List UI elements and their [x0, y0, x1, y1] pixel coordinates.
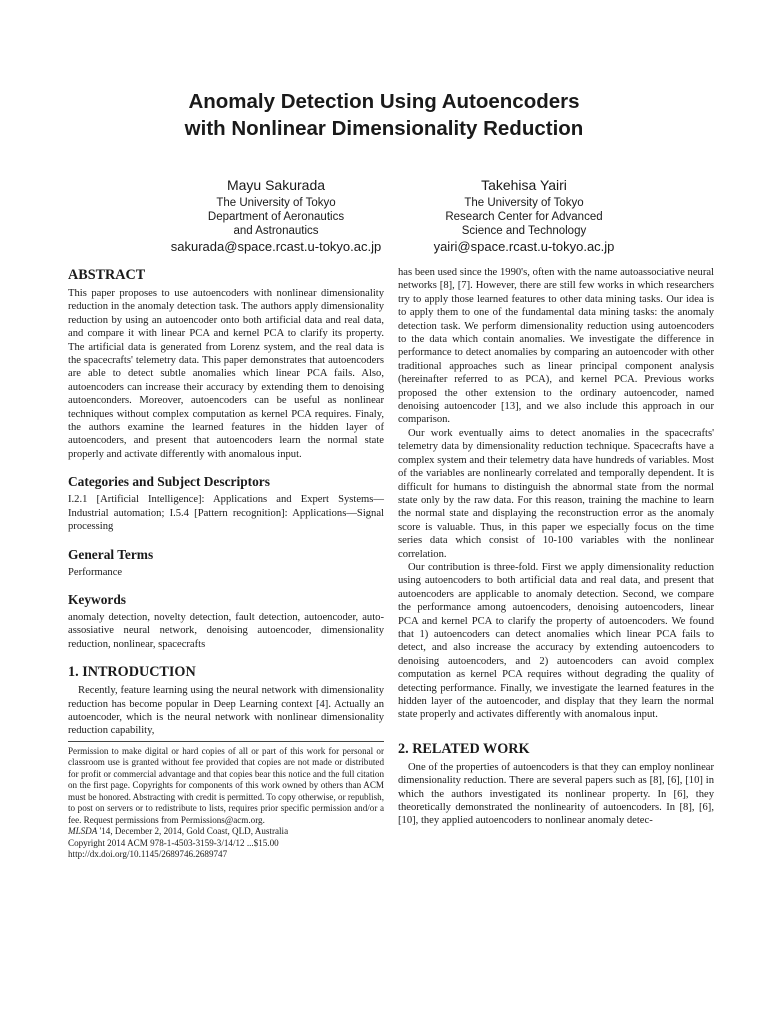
- categories-text: I.2.1 [Artificial Intelligence]: Applications and Expert Systems—Industrial automation; I.5.4 [Pattern recognition]: Applications—Signal processing: [68, 494, 384, 533]
- author-email: sakurada@space.rcast.u-tokyo.ac.jp: [170, 238, 382, 254]
- venue-details: '14, December 2, 2014, Gold Coast, QLD, Australia: [97, 826, 289, 837]
- permission-text: Permission to make digital or hard copies of all or part of this work for personal or classroom use is granted without fee provided that copies are not made or distributed for profit or commercial advantage and that copies bear this notice and the full citation on the first page. Copyrights for components of this work owned by others than ACM must be honored. Abstracting with credit is permitted. To copy otherwise, or republish, to post on servers or to redistribute to lists, requires prior specific permission and/or a fee. Request permissions from Permissions@acm.org.: [68, 745, 384, 825]
- author-block-2: [374, 176, 674, 255]
- introduction-paragraph: Recently, feature learning using the neural network with dimensionality reduction has become popular in Deep Learning context [4]. Actually an autoencoder, which is the neural network with nonlinear dimensionality reduction capability,: [68, 685, 384, 737]
- abstract-heading: ABSTRACT: [68, 267, 146, 283]
- introduction-paragraph: Our contribution is three-fold. First we apply dimensionality reduction using autoencoders to both artificial data and real data, and present that autoencoders are applicable to anomaly detection. Second, we compare the performance among autoencoders, denoising autoencoders, linear PCA and kernel PCA to clarify the property of autoencoders. We found that 1) autoencoders can detect anomalies which linear PCA fails to detect, and also increase the accuracy by extending autoencoders to denoising autoencoders, and 2) autoencoders can avoid complex computation as kernel PCA requires without degrading the quality of detecting performance. Finally, we investigate the learned features in the hidden layer of the autoencoder, and display that they learn the normal state properly and activates differently with anomalous input.: [398, 561, 714, 721]
- author-affiliation-line: Science and Technology: [461, 225, 587, 238]
- venue-line: [68, 826, 384, 838]
- introduction-paragraph-continued: has been used since the 1990's, often with the name autoassociative neural networks [8], [7]. However, there are still few works in which researchers try to apply those learned features to other data mining tasks. Our idea is to apply them to one of the fundamental data mining tasks: the anomaly detection task. We perform dimensionality reduction using autoencoders to the data which contain anomalies. We investigate the difference in performance to detect anomalies by comparing an autoencoder with other traditional approaches such as linear principal component analysis (hereinafter referred to as PCA), and kernel PCA. Previous works proposed the other extension to the ordinary autoencoder, named denoising autoencoder [13], and we also include this approach in our comparison.: [398, 267, 714, 426]
- introduction-heading: 1. INTRODUCTION: [68, 664, 196, 681]
- paper-title: [0, 88, 768, 142]
- abstract-text: This paper proposes to use autoencoders with nonlinear dimensionality reduction in the anomaly detection task. The authors apply dimensionality reduction by using an autoencoder onto both artificial data and real data, and compare it with linear PCA and kernel PCA to clarify its property. The artificial data is generated from Lorenz system, and the real data is the spacecrafts' telemetry data. This paper demonstrates that autoencoders are able to detect subtle anomalies which linear PCA fails. Also, autoencoders can increase their accuracy by extending them to denoising autoenconders. Moreover, autoencoders can be useful as nonlinear techniques without complex computation as kernel PCA requires. Finaly, the authors examine the learned features in the hidden layer of autoencoders, and present that autoencoders learn the normal state properly and activate differently with anomalous input.: [68, 288, 384, 460]
- general-terms-text: Performance: [68, 566, 123, 578]
- author-affiliation-line: and Astronautics: [233, 225, 319, 238]
- keywords-text: anomaly detection, novelty detection, fault detection, autoencoder, auto-assosiative neural network, denoising autoencoder, dimensionality reduction, nonlinear, spacecrafts: [68, 611, 384, 650]
- categories-heading: Categories and Subject Descriptors: [68, 474, 270, 490]
- footnote-divider: [68, 741, 384, 742]
- copyright-line: Copyright 2014 ACM 978-1-4503-3159-3/14/12 ...$15.00: [68, 837, 279, 848]
- keywords-heading: Keywords: [68, 591, 127, 607]
- general-terms-heading: General Terms: [68, 546, 154, 562]
- author-name: Mayu Sakurada: [226, 177, 326, 193]
- author-affiliation-line: Research Center for Advanced: [445, 211, 603, 224]
- title-line-2: with Nonlinear Dimensionality Reduction: [184, 117, 584, 140]
- related-work-paragraph: One of the properties of autoencoders is that they can employ nonlinear dimensionality reduction. There are several papers such as [8], [6], [10] in which the authors investigated its nonlinear property. In [6], they theoretically demonstrated the nonlinearity of autoencoders. In [8], [6], [10], they applied autoencoders to nonlinear anomaly detec-: [398, 761, 714, 827]
- related-work-heading: 2. RELATED WORK: [398, 740, 530, 757]
- introduction-paragraph: Our work eventually aims to detect anomalies in the spacecrafts' telemetry data by dimensionality reduction technique. Spacecrafts have a complex system and their telemetry data have hundreds of variables. Most of the variables are nonlinearly correlated and temporally dependent. It is difficult for humans to distinguish the abnormal state from the normal state only by the raw data. For this reason, training the machine to learn the normal state and displaying the reconstruction error as the anomaly score is valuable. Thus, in this paper we especially focus on the time series data which consist of 10-100 variables with the nonlinear correlation.: [398, 427, 714, 560]
- author-affiliation-line: The University of Tokyo: [216, 197, 336, 209]
- right-column: [398, 266, 714, 828]
- copyright-notice: [68, 746, 384, 827]
- venue-info: [68, 826, 384, 861]
- author-affiliation-line: Department of Aeronautics: [207, 211, 345, 224]
- venue-name: MLSDA: [68, 826, 98, 837]
- title-line-1: Anomaly Detection Using Autoencoders: [188, 90, 580, 113]
- left-column: [68, 266, 384, 861]
- doi-link[interactable]: http://dx.doi.org/10.1145/2689746.2689747: [68, 849, 228, 860]
- author-email: yairi@space.rcast.u-tokyo.ac.jp: [433, 238, 615, 254]
- author-affiliation-line: The University of Tokyo: [464, 197, 584, 209]
- author-name: Takehisa Yairi: [481, 177, 567, 193]
